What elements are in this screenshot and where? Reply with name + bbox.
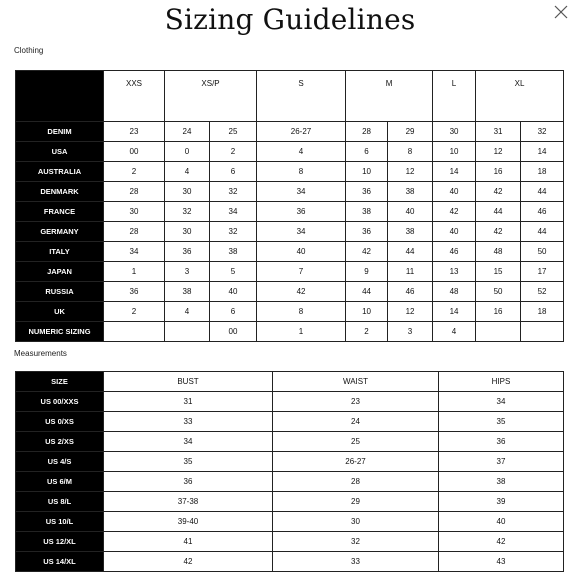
measurements-section-label: Measurements: [14, 349, 67, 358]
size-value-cell: 3: [165, 262, 210, 282]
size-value-cell: 42: [346, 242, 388, 262]
size-value-cell: 40: [210, 282, 257, 302]
waist-value-cell: 32: [273, 532, 439, 552]
size-value-cell: 1: [257, 322, 346, 342]
size-value-cell: 44: [521, 222, 564, 242]
size-value-cell: 4: [433, 322, 476, 342]
size-value-cell: 2: [104, 302, 165, 322]
table-row: [16, 282, 564, 302]
size-value-cell: 30: [165, 222, 210, 242]
size-label-cell: US 12/XL: [16, 532, 104, 552]
size-value-cell: 6: [210, 162, 257, 182]
size-label-cell: US 10/L: [16, 512, 104, 532]
size-value-cell: 4: [257, 142, 346, 162]
region-label-cell: AUSTRALIA: [16, 162, 104, 182]
size-value-cell: 32: [165, 202, 210, 222]
size-value-cell: 46: [521, 202, 564, 222]
size-value-cell: 28: [346, 122, 388, 142]
table-row: [16, 302, 564, 322]
measurement-header-cell: WAIST: [273, 372, 439, 392]
size-header-cell: XXS: [104, 71, 165, 122]
table-row: [16, 222, 564, 242]
table-row: [16, 452, 564, 472]
size-value-cell: 34: [257, 182, 346, 202]
size-value-cell: 2: [210, 142, 257, 162]
size-value-cell: 26-27: [257, 122, 346, 142]
header-corner-cell: [16, 71, 104, 122]
size-value-cell: 46: [388, 282, 433, 302]
size-value-cell: 1: [104, 262, 165, 282]
region-label-cell: GERMANY: [16, 222, 104, 242]
hips-value-cell: 42: [439, 532, 564, 552]
size-header-cell: M: [346, 71, 433, 122]
size-value-cell: 12: [476, 142, 521, 162]
size-value-cell: 36: [346, 182, 388, 202]
table-row: [16, 262, 564, 282]
size-value-cell: 38: [165, 282, 210, 302]
size-value-cell: 44: [476, 202, 521, 222]
size-value-cell: 4: [165, 162, 210, 182]
size-label-cell: US 14/XL: [16, 552, 104, 572]
size-value-cell: 7: [257, 262, 346, 282]
region-label-cell: FRANCE: [16, 202, 104, 222]
size-value-cell: 34: [257, 222, 346, 242]
size-value-cell: 14: [433, 302, 476, 322]
measurement-header-cell: BUST: [104, 372, 273, 392]
size-value-cell: 38: [388, 222, 433, 242]
size-header-cell: S: [257, 71, 346, 122]
page-title: Sizing Guidelines: [164, 3, 416, 36]
waist-value-cell: 24: [273, 412, 439, 432]
size-value-cell: 40: [433, 182, 476, 202]
size-value-cell: 32: [210, 182, 257, 202]
size-value-cell: 23: [104, 122, 165, 142]
size-value-cell: 44: [388, 242, 433, 262]
size-value-cell: 36: [104, 282, 165, 302]
measurements-header-row: [16, 372, 564, 392]
measurements-table: [15, 371, 564, 572]
size-value-cell: 48: [433, 282, 476, 302]
hips-value-cell: 35: [439, 412, 564, 432]
clothing-header-row: [16, 71, 564, 122]
size-label-cell: US 00/XXS: [16, 392, 104, 412]
bust-value-cell: 36: [104, 472, 273, 492]
size-value-cell: 30: [104, 202, 165, 222]
waist-value-cell: 26-27: [273, 452, 439, 472]
size-value-cell: 10: [346, 302, 388, 322]
size-value-cell: 8: [388, 142, 433, 162]
size-value-cell: [476, 322, 521, 342]
bust-value-cell: 41: [104, 532, 273, 552]
size-value-cell: 44: [521, 182, 564, 202]
size-value-cell: 24: [165, 122, 210, 142]
size-value-cell: 42: [476, 182, 521, 202]
size-label-cell: US 0/XS: [16, 412, 104, 432]
size-value-cell: 50: [476, 282, 521, 302]
size-value-cell: 48: [476, 242, 521, 262]
table-row: [16, 552, 564, 572]
clothing-size-table: [15, 70, 564, 342]
size-value-cell: 5: [210, 262, 257, 282]
bust-value-cell: 39-40: [104, 512, 273, 532]
size-value-cell: 32: [210, 222, 257, 242]
size-value-cell: 40: [388, 202, 433, 222]
size-value-cell: [165, 322, 210, 342]
hips-value-cell: 40: [439, 512, 564, 532]
size-value-cell: 13: [433, 262, 476, 282]
clothing-section-label: Clothing: [14, 46, 44, 55]
table-row: [16, 412, 564, 432]
size-value-cell: 16: [476, 162, 521, 182]
size-value-cell: 32: [521, 122, 564, 142]
size-value-cell: 0: [165, 142, 210, 162]
table-row: [16, 162, 564, 182]
size-value-cell: 17: [521, 262, 564, 282]
hips-value-cell: 37: [439, 452, 564, 472]
size-value-cell: 15: [476, 262, 521, 282]
hips-value-cell: 34: [439, 392, 564, 412]
size-value-cell: 6: [210, 302, 257, 322]
table-row: [16, 532, 564, 552]
bust-value-cell: 42: [104, 552, 273, 572]
waist-value-cell: 30: [273, 512, 439, 532]
size-value-cell: 16: [476, 302, 521, 322]
region-label-cell: NUMERIC SIZING: [16, 322, 104, 342]
bust-value-cell: 31: [104, 392, 273, 412]
size-value-cell: 10: [346, 162, 388, 182]
size-value-cell: 40: [433, 222, 476, 242]
table-row: [16, 242, 564, 262]
size-value-cell: 11: [388, 262, 433, 282]
region-label-cell: UK: [16, 302, 104, 322]
size-value-cell: 50: [521, 242, 564, 262]
waist-value-cell: 33: [273, 552, 439, 572]
size-value-cell: 14: [433, 162, 476, 182]
table-row: [16, 202, 564, 222]
size-value-cell: 12: [388, 162, 433, 182]
size-value-cell: 18: [521, 162, 564, 182]
size-value-cell: 38: [346, 202, 388, 222]
size-label-cell: US 2/XS: [16, 432, 104, 452]
table-row: [16, 492, 564, 512]
measurement-header-cell: HIPS: [439, 372, 564, 392]
region-label-cell: USA: [16, 142, 104, 162]
size-value-cell: 00: [210, 322, 257, 342]
bust-value-cell: 33: [104, 412, 273, 432]
hips-value-cell: 38: [439, 472, 564, 492]
bust-value-cell: 37-38: [104, 492, 273, 512]
table-row: [16, 392, 564, 412]
size-value-cell: 8: [257, 302, 346, 322]
size-value-cell: 9: [346, 262, 388, 282]
size-value-cell: 46: [433, 242, 476, 262]
size-value-cell: 42: [433, 202, 476, 222]
region-label-cell: RUSSIA: [16, 282, 104, 302]
size-header-cell: L: [433, 71, 476, 122]
size-value-cell: 36: [257, 202, 346, 222]
region-label-cell: DENMARK: [16, 182, 104, 202]
region-label-cell: DENIM: [16, 122, 104, 142]
size-value-cell: 25: [210, 122, 257, 142]
size-value-cell: 10: [433, 142, 476, 162]
bust-value-cell: 35: [104, 452, 273, 472]
table-row: [16, 122, 564, 142]
size-value-cell: 29: [388, 122, 433, 142]
size-value-cell: 18: [521, 302, 564, 322]
region-label-cell: JAPAN: [16, 262, 104, 282]
table-row: [16, 182, 564, 202]
hips-value-cell: 36: [439, 432, 564, 452]
size-value-cell: 34: [210, 202, 257, 222]
size-value-cell: 34: [104, 242, 165, 262]
size-value-cell: 2: [346, 322, 388, 342]
table-row: [16, 512, 564, 532]
size-value-cell: 36: [346, 222, 388, 242]
size-value-cell: 12: [388, 302, 433, 322]
size-value-cell: 28: [104, 222, 165, 242]
size-header-cell: XL: [476, 71, 564, 122]
size-value-cell: 28: [104, 182, 165, 202]
size-value-cell: 00: [104, 142, 165, 162]
hips-value-cell: 39: [439, 492, 564, 512]
region-label-cell: ITALY: [16, 242, 104, 262]
size-label-cell: US 6/M: [16, 472, 104, 492]
close-icon: [553, 4, 569, 20]
size-value-cell: 38: [388, 182, 433, 202]
size-value-cell: 44: [346, 282, 388, 302]
table-row: [16, 432, 564, 452]
size-label-cell: US 4/S: [16, 452, 104, 472]
size-value-cell: 38: [210, 242, 257, 262]
size-value-cell: [104, 322, 165, 342]
table-row: [16, 322, 564, 342]
measurement-header-cell: SIZE: [16, 372, 104, 392]
size-value-cell: 8: [257, 162, 346, 182]
size-value-cell: 36: [165, 242, 210, 262]
size-value-cell: 42: [476, 222, 521, 242]
size-value-cell: 52: [521, 282, 564, 302]
size-value-cell: 42: [257, 282, 346, 302]
waist-value-cell: 23: [273, 392, 439, 412]
waist-value-cell: 29: [273, 492, 439, 512]
size-value-cell: 6: [346, 142, 388, 162]
waist-value-cell: 28: [273, 472, 439, 492]
size-label-cell: US 8/L: [16, 492, 104, 512]
size-value-cell: 40: [257, 242, 346, 262]
table-row: [16, 472, 564, 492]
close-button[interactable]: [553, 4, 569, 20]
size-value-cell: 2: [104, 162, 165, 182]
size-value-cell: 30: [165, 182, 210, 202]
size-value-cell: 3: [388, 322, 433, 342]
hips-value-cell: 43: [439, 552, 564, 572]
bust-value-cell: 34: [104, 432, 273, 452]
size-value-cell: [521, 322, 564, 342]
size-header-cell: XS/P: [165, 71, 257, 122]
waist-value-cell: 25: [273, 432, 439, 452]
size-value-cell: 31: [476, 122, 521, 142]
size-value-cell: 4: [165, 302, 210, 322]
table-row: [16, 142, 564, 162]
size-value-cell: 14: [521, 142, 564, 162]
size-value-cell: 30: [433, 122, 476, 142]
